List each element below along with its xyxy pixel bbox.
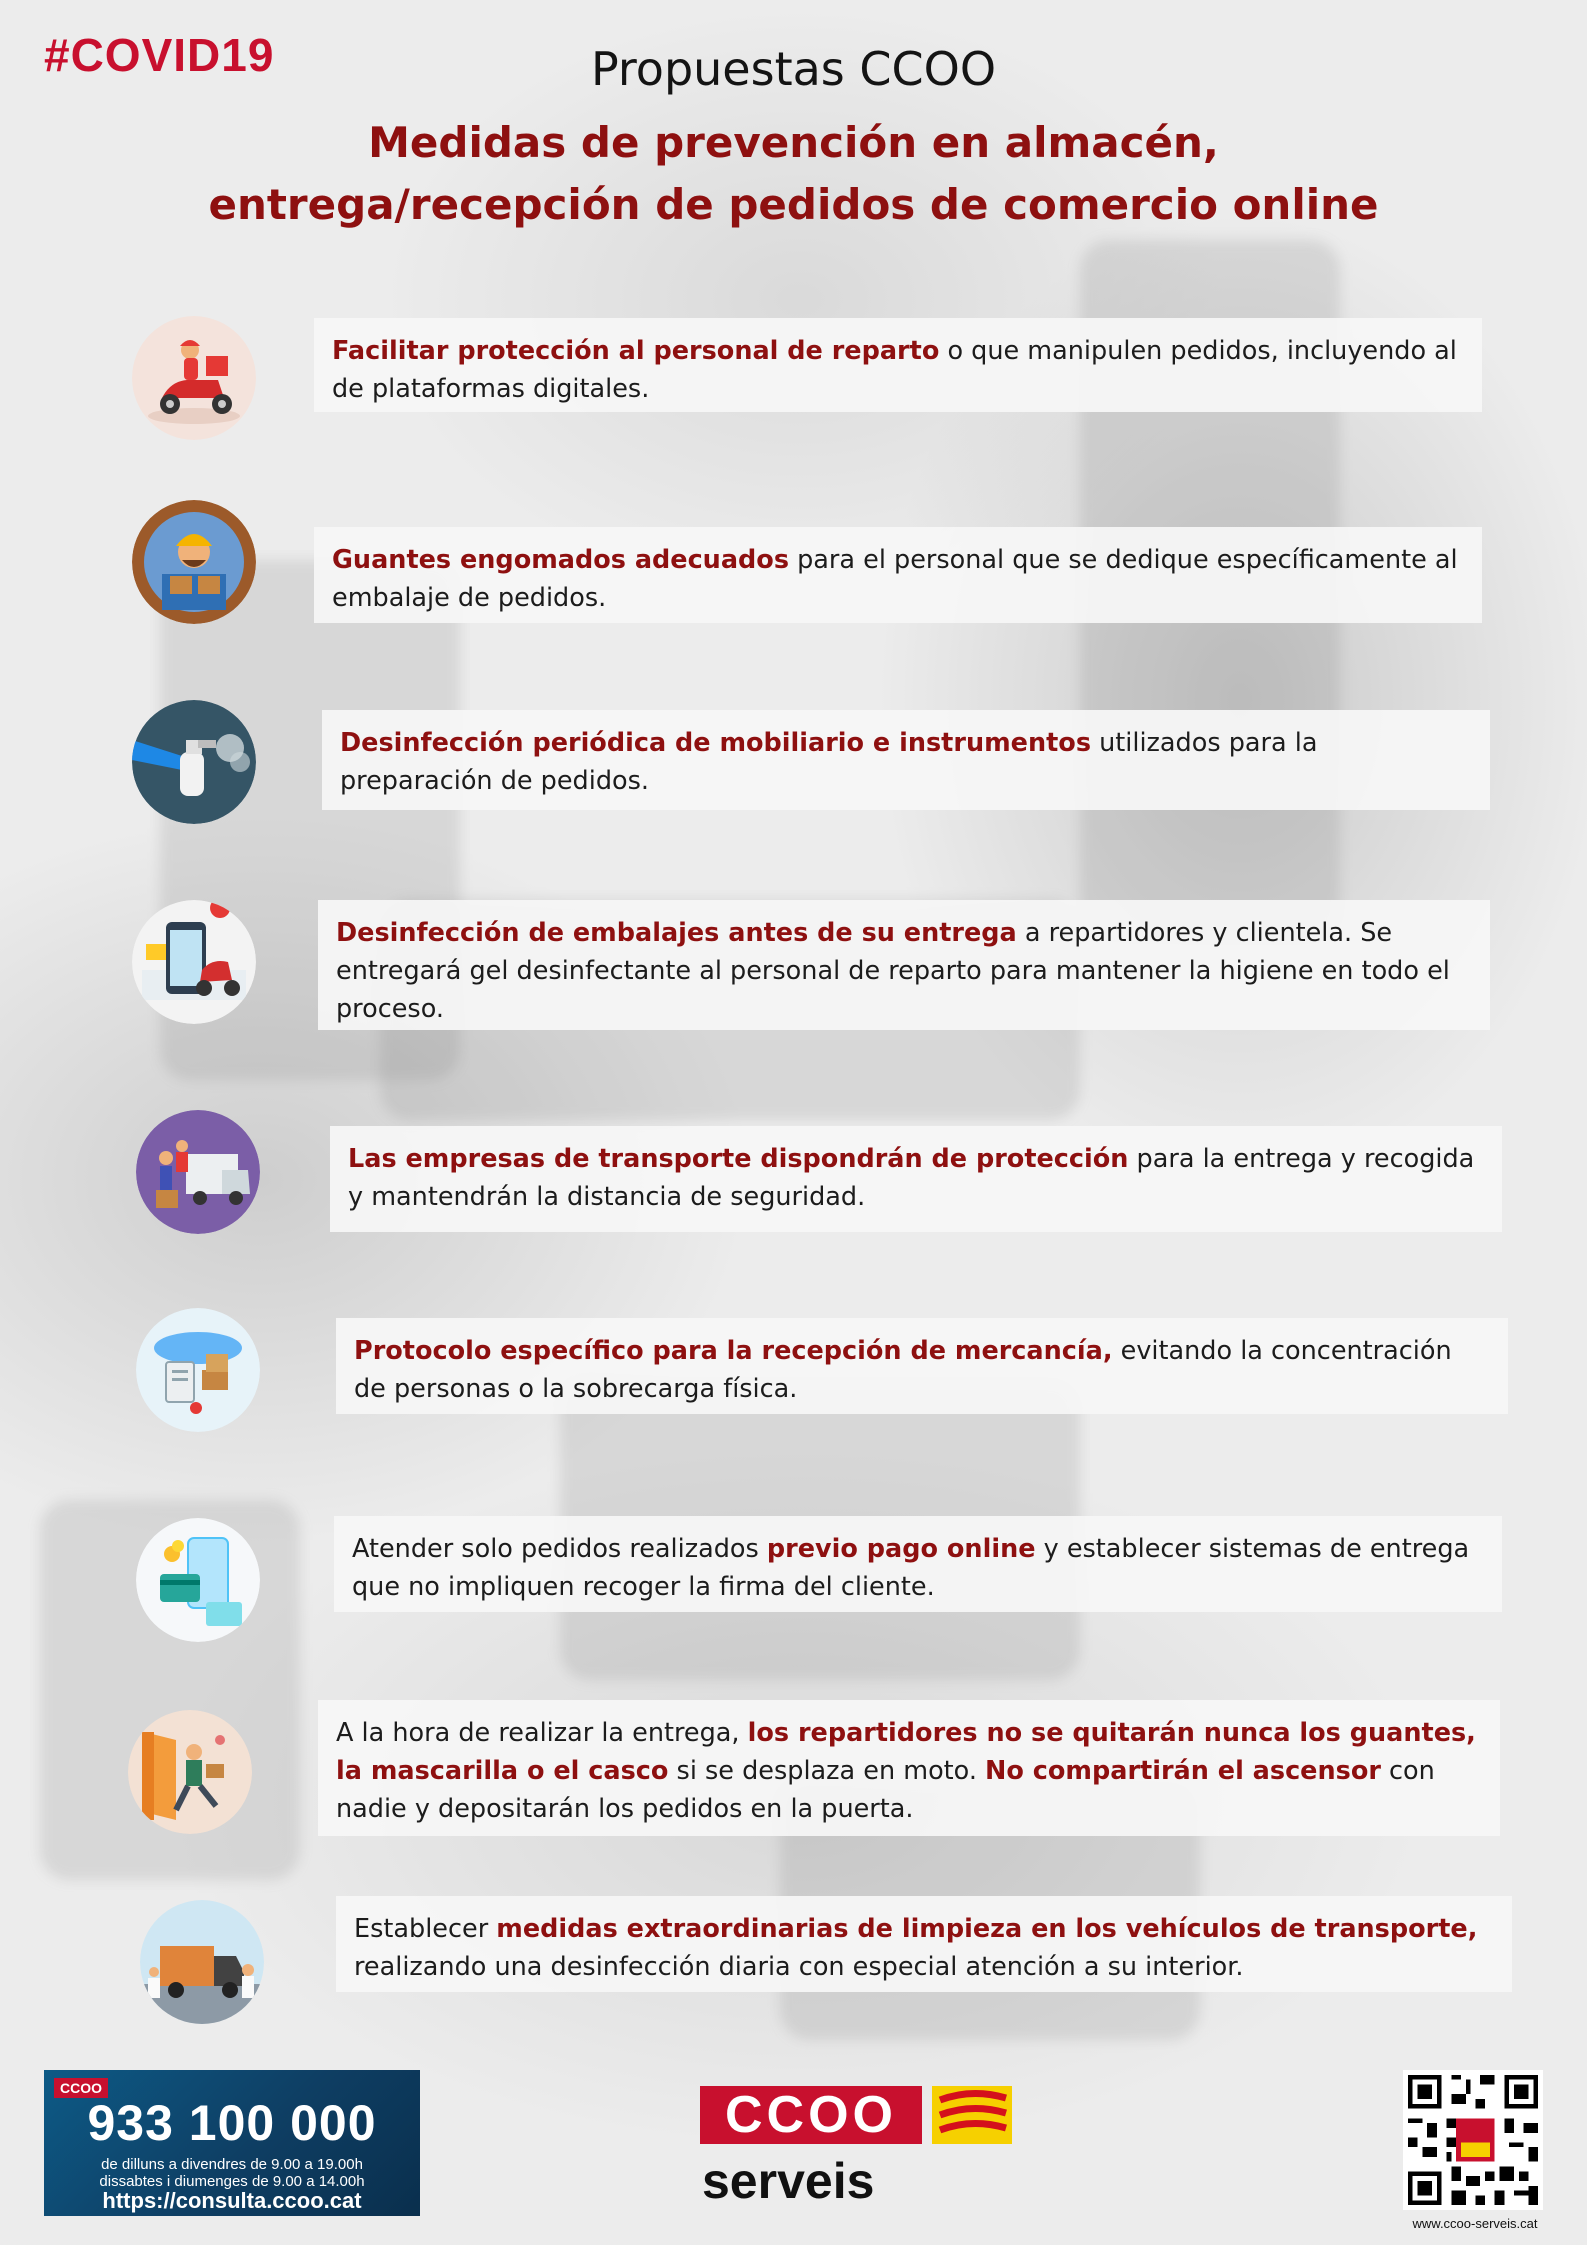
measure-7-text-b: y establecer sistemas de entrega que no impliquen recoger la firma del cliente. [352, 1534, 1470, 1602]
measure-6-text: evitando la concentración de personas o la sobrecarga física. [354, 1336, 1452, 1404]
measure-item-8 [318, 1700, 1500, 1836]
qr-code-icon[interactable] [1403, 2070, 1543, 2210]
measure-2-highlight: Guantes engomados adecuados [332, 545, 789, 575]
measure-item-5 [330, 1126, 1502, 1232]
covid-hashtag: #COVID19 [44, 29, 275, 81]
consulta-link[interactable]: https://consulta.ccoo.cat [102, 2188, 362, 2213]
measure-1-text: o que manipulen pedidos, incluyendo al de plataformas digitales. [332, 336, 1457, 404]
delivery-scooter-icon [132, 316, 256, 440]
opening-hours [44, 2156, 420, 2190]
measure-item-4 [318, 900, 1490, 1030]
measure-8-highlight-a: los repartidores no se quitarán nunca los guantes, la mascarilla o el casco [336, 1718, 1476, 1786]
phone-number[interactable]: 933 100 000 [87, 2095, 377, 2151]
measure-8-highlight-b: No compartirán el ascensor [985, 1756, 1381, 1786]
consulta-phone-card [44, 2070, 420, 2216]
hours-weekend: dissabtes i diumenges de 9.00 a 14.00h [99, 2173, 365, 2190]
measure-8-text-c: con nadie y depositarán los pedidos en la puerta. [336, 1756, 1435, 1824]
measure-9-highlight: medidas extraordinarias de limpieza en los vehículos de transporte, [496, 1914, 1478, 1944]
measure-5-highlight: Las empresas de transporte dispondrán de protección [348, 1144, 1129, 1174]
qr-website[interactable]: www.ccoo-serveis.cat [1412, 2216, 1538, 2231]
door-delivery-icon [128, 1710, 252, 1834]
measure-7-highlight: previo pago online [766, 1534, 1036, 1564]
online-payment-icon [136, 1518, 260, 1642]
reception-protocol-icon [136, 1308, 260, 1432]
spray-disinfect-icon [132, 700, 256, 824]
serveis-wordmark: serveis [702, 2153, 875, 2209]
subtitle-line-1: Medidas de prevención en almacén, [368, 118, 1219, 167]
measure-5-text: para la entrega y recogida y mantendrán la distancia de seguridad. [348, 1144, 1475, 1212]
measure-8-text-b: si se desplaza en moto. [668, 1756, 986, 1786]
measure-3-text: utilizados para la preparación de pedidos. [340, 728, 1318, 796]
measure-9-text-a: Establecer [354, 1914, 497, 1944]
measure-8-text-a: A la hora de realizar la entrega, [336, 1718, 748, 1748]
hours-weekdays: de dilluns a divendres de 9.00 a 19.00h [101, 2156, 363, 2173]
measure-4-highlight: Desinfección de embalajes antes de su entrega [336, 918, 1017, 948]
measure-7-text-a: Atender solo pedidos realizados [352, 1534, 767, 1564]
measure-item-3 [322, 710, 1490, 810]
measure-9-text-b: realizando una desinfección diaria con especial atención a su interior. [354, 1952, 1244, 1982]
page-title: Propuestas CCOO [590, 42, 997, 96]
measure-item-6 [336, 1318, 1508, 1414]
measure-1-highlight: Facilitar protección al personal de reparto [332, 336, 940, 366]
measure-item-2 [314, 527, 1482, 623]
packer-worker-icon [132, 500, 256, 624]
measure-item-7 [334, 1516, 1502, 1612]
measure-3-highlight: Desinfección periódica de mobiliario e instrumentos [340, 728, 1092, 758]
phone-delivery-icon [132, 900, 256, 1024]
senyera-flag-icon [932, 2086, 1012, 2144]
measure-2-text: para el personal que se dedique específicamente al embalaje de pedidos. [332, 545, 1458, 613]
ccoo-serveis-logo [700, 2086, 1030, 2216]
measure-4-text: a repartidores y clientela. Se entregará gel desinfectante al personal de reparto para mantener la higiene en todo el proceso. [336, 918, 1450, 1024]
subtitle-line-2: entrega/recepción de pedidos de comercio online [208, 180, 1379, 229]
measure-item-9 [336, 1896, 1512, 1992]
measure-item-1 [314, 318, 1482, 412]
transport-truck-icon [136, 1110, 260, 1234]
page-subtitle [100, 112, 1487, 236]
ccoo-mini-logo: CCOO [54, 2078, 108, 2098]
ccoo-wordmark: CCOO [700, 2086, 922, 2144]
measure-6-highlight: Protocolo específico para la recepción de mercancía, [354, 1336, 1113, 1366]
vehicle-cleaning-icon [140, 1900, 264, 2024]
